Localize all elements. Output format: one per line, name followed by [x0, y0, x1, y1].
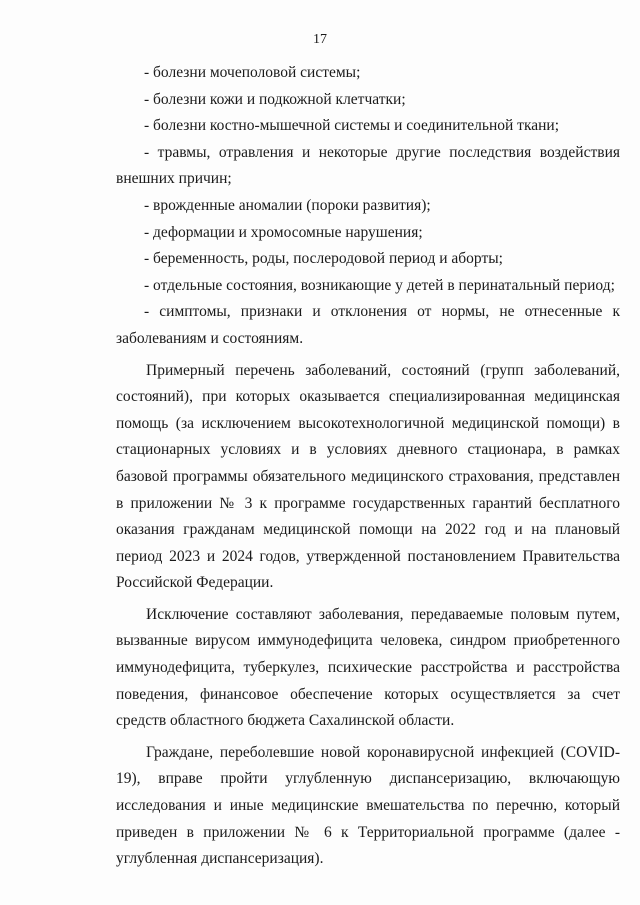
paragraph-specialized-care-list: Примерный перечень заболеваний, состояний (групп заболеваний, состояний), при которых оказывается специализированная медицинская помощь (за исключением высокотехнологичной медицинской помощи) в стационарных условиях и в условиях дневного стационара, в рамках базовой программы обязательного медицинского страхования, представлен в приложении № 3 к программе государственных гарантий бесплатного оказания гражданам медицинской помощи на 2022 год и на плановый период 2023 и 2024 годов, утвержденной постановлением Правительства Российской Федерации.: [116, 361, 620, 592]
list-item: - болезни костно-мышечной системы и соединительной ткани;: [144, 117, 560, 135]
list-item: - болезни кожи и подкожной клетчатки;: [144, 90, 406, 108]
document-body: [116, 60, 620, 873]
list-item: - врожденные аномалии (пороки развития);: [144, 196, 431, 214]
paragraph-exceptions: Исключение составляют заболевания, передаваемые половым путем, вызванные вирусом иммунодефицита человека, синдром приобретенного иммунодефицита, туберкулез, психические расстройства и расстройства поведения, финансовое обеспечение которых осуществляется за счет средств областного бюджета Сахалинской области.: [116, 605, 620, 730]
page-number: 17: [313, 32, 327, 47]
list-item: - травмы, отравления и некоторые другие последствия воздействия внешних причин;: [116, 143, 620, 188]
list-item: - отдельные состояния, возникающие у детей в перинатальный период;: [144, 276, 615, 294]
list-item: - болезни мочеполовой системы;: [144, 64, 361, 81]
list-item: - беременность, роды, послеродовой период и аборты;: [144, 250, 503, 268]
list-item: - симптомы, признаки и отклонения от нормы, не отнесенные к заболеваниям и состояниям.: [116, 303, 620, 347]
paragraph-covid-dispensary: Граждане, переболевшие новой коронавирусной инфекцией (COVID-19), вправе пройти углубленную диспансеризацию, включающую исследования и иные медицинские вмешательства по перечню, который приведен в приложении № 6 к Территориальной программе (далее - углубленная диспансеризация).: [116, 743, 620, 868]
list-item: - деформации и хромосомные нарушения;: [144, 223, 423, 241]
